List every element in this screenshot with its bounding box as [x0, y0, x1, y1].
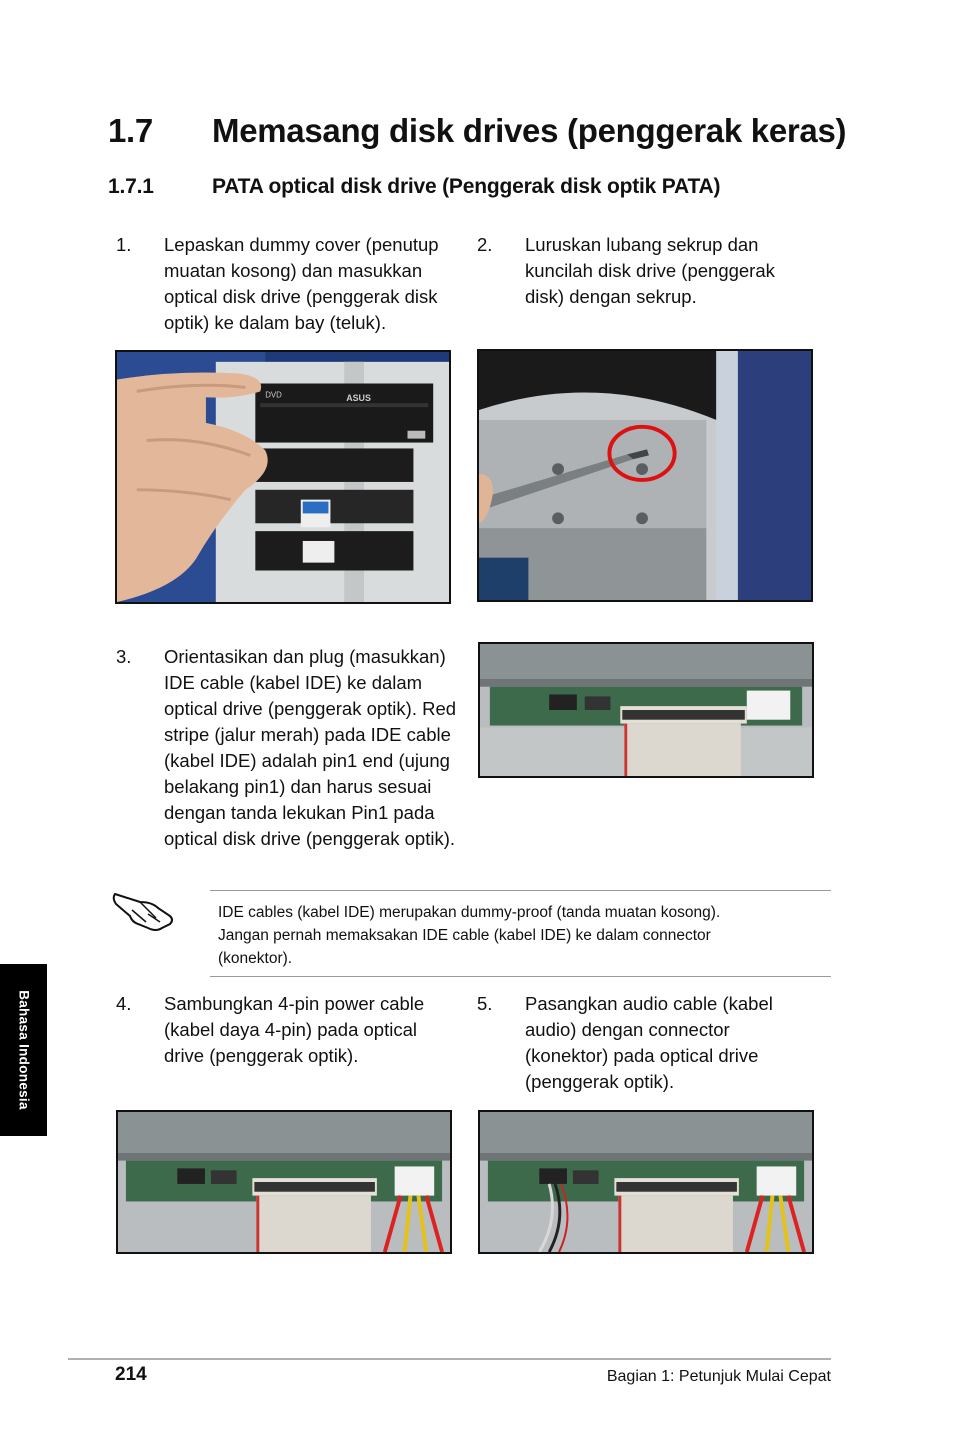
step-line: (penggerak optik). [525, 1071, 675, 1092]
step-number: 5. [477, 993, 493, 1014]
step-line: Luruskan lubang sekrup dan [525, 234, 759, 255]
photo-audio-cable-illustration [480, 1112, 812, 1252]
dvd-label: DVD [265, 390, 282, 400]
step-text [525, 232, 775, 310]
step-line: (kabel IDE) adalah pin1 end (ujung [164, 750, 450, 771]
step-4 [116, 991, 466, 1075]
step-line: Lepaskan dummy cover (penutup [164, 234, 439, 255]
side-tab-label: Bahasa Indonesia [16, 990, 31, 1110]
step-line: optical drive (penggerak optik). Red [164, 698, 457, 719]
step-number: 2. [477, 234, 493, 255]
section-title [108, 112, 846, 150]
step-line: optical disk drive (penggerak disk [164, 286, 438, 307]
footer-rule [68, 1358, 831, 1360]
step-text [164, 644, 456, 852]
step-line: audio) dengan connector [525, 1019, 730, 1040]
side-language-tab [0, 964, 47, 1136]
note-line: (konektor). [218, 950, 293, 967]
photo-screw-drive [477, 349, 813, 602]
pointing-hand-icon [112, 888, 174, 932]
step-3 [116, 644, 476, 856]
step-line: Orientasikan dan plug (masukkan) [164, 646, 446, 667]
photo-power-cable-illustration [118, 1112, 450, 1252]
step-line: kuncilah disk drive (penggerak [525, 260, 775, 281]
step-line: (kabel daya 4-pin) pada optical [164, 1019, 417, 1040]
step-number: 3. [116, 646, 132, 667]
note-text [218, 901, 818, 970]
hand-drawing [112, 888, 174, 932]
photo-insert-drive-illustration [117, 352, 449, 602]
asus-label: ASUS [346, 393, 371, 404]
step-1 [116, 232, 466, 342]
step-line: belakang pin1) dan harus sesuai [164, 776, 432, 797]
step-text [164, 991, 424, 1069]
note-line: IDE cables (kabel IDE) merupakan dummy-proof (tanda muatan kosong). [218, 904, 721, 921]
step-text [525, 991, 773, 1095]
step-line: IDE cable (kabel IDE) ke dalam [164, 672, 423, 693]
step-line: disk) dengan sekrup. [525, 286, 697, 307]
step-line: dengan tanda lekukan Pin1 pada [164, 802, 435, 823]
photo-insert-drive [115, 350, 451, 604]
step-number: 4. [116, 993, 132, 1014]
subsection-title [108, 175, 720, 199]
step-5 [477, 991, 827, 1101]
step-line: muatan kosong) dan masukkan [164, 260, 423, 281]
footer-chapter: Bagian 1: Petunjuk Mulai Cepat [606, 1368, 831, 1385]
photo-ide-cable-illustration [480, 644, 812, 776]
step-line: optik) ke dalam bay (teluk). [164, 312, 387, 333]
step-number: 1. [116, 234, 132, 255]
page-number: 214 [115, 1364, 147, 1385]
photo-ide-cable [478, 642, 814, 778]
note-line: Jangan pernah memaksakan IDE cable (kabel IDE) ke dalam connector [218, 927, 711, 944]
step-2 [477, 232, 827, 316]
subsection-title-text: PATA optical disk drive (Penggerak disk optik PATA) [212, 175, 721, 198]
step-line: (konektor) pada optical drive [525, 1045, 759, 1066]
step-line: Sambungkan 4-pin power cable [164, 993, 425, 1014]
step-line: optical disk drive (penggerak optik). [164, 828, 456, 849]
photo-audio-cable [478, 1110, 814, 1254]
photo-screw-drive-illustration [479, 351, 811, 600]
note-top-rule [210, 890, 831, 891]
step-line: drive (penggerak optik). [164, 1045, 359, 1066]
step-text [164, 232, 439, 336]
photo-power-cable [116, 1110, 452, 1254]
subsection-number: 1.7.1 [108, 175, 154, 198]
section-number: 1.7 [108, 112, 153, 149]
step-line: stripe (jalur merah) pada IDE cable [164, 724, 451, 745]
section-title-text: Memasang disk drives (penggerak keras) [212, 112, 847, 149]
step-line: Pasangkan audio cable (kabel [525, 993, 773, 1014]
note-bottom-rule [210, 976, 831, 977]
